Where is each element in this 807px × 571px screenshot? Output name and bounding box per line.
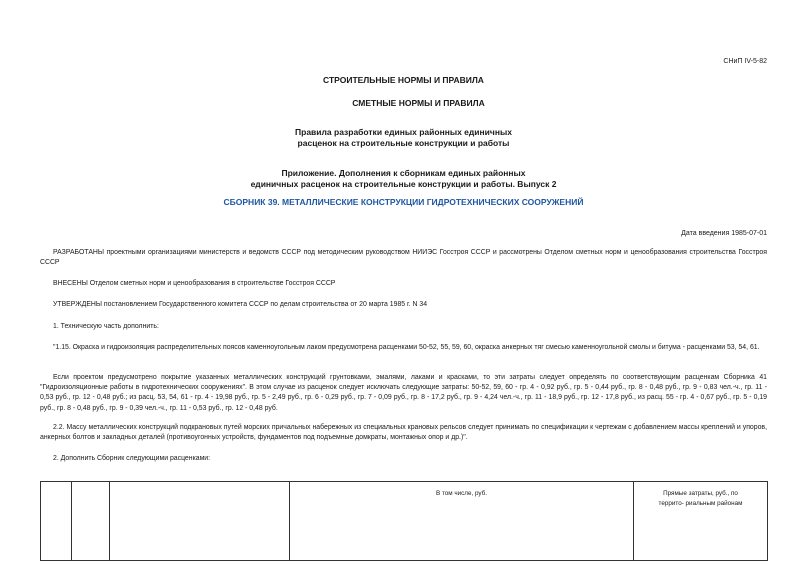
collection-title: СБОРНИК 39. МЕТАЛЛИЧЕСКИЕ КОНСТРУКЦИИ ГИДРОТЕХНИЧЕСКИХ СООРУЖЕНИЙ <box>223 197 584 207</box>
title-norms-rules: СТРОИТЕЛЬНЫЕ НОРМЫ И ПРАВИЛА <box>323 75 484 85</box>
header-direct-costs-line-2: террито- риальным районам <box>658 500 743 507</box>
effective-date: Дата введения 1985-07-01 <box>681 230 767 237</box>
paragraph-item-2: 2. Дополнить Сборник следующими расценками: <box>53 455 211 462</box>
paragraph-item-1: 1. Техническую часть дополнить: <box>53 323 159 330</box>
table-cell <box>110 482 290 561</box>
paragraph-item-2-2: 2.2. Массу металлических конструкций подкрановых путей морских причальных набережных из специальных крановых рельсов следует принимать по спецификации к чертежам с добавлением массы креплений и упоров, анкерных болтов и закладных деталей (противоугонных устройств, фундаментов под подъемные домкраты, монтажных опор и др.)". <box>40 424 767 442</box>
paragraph-coating: Если проектом предусмотрено покрытие указанных металлических конструкций грунтовками, эмалями, лаками и красками, то эти затраты следует определять по соответствующим расценкам Сборника 41 "Гидроизоляционные работы в гидротехнических сооружениях". В этом случае из расценок следует исключать следующие затраты: 50-52, 59, 60 - гр. 4 - 0,92 руб., гр. 5 - 0,44 руб., гр. 8 - 0,48 руб., гр. 9 - 0,83 чел.-ч., гр. 11 - 0,53 руб., гр. 12 - 0,48 руб.; из расц. 53, 54, 61 - гр. 4 - 19,98 руб., гр. 5 - 2,49 руб., гр. 6 - 0,29 руб., гр. 7 - 0,09 руб., гр. 8 - 17,2 руб., гр. 9 - 4,24 чел.-ч., гр. 11 - 18,9 руб., гр. 12 - 17,8 руб., из расц. 55 - гр. 4 - 0,67 руб., гр. 5 - 0,19 руб., гр. 8 - 0,48 руб., гр. 9 - 0,39 чел.-ч., гр. 11 - 0,53 руб., гр. 12 - 0,48 руб. <box>40 374 767 412</box>
appendix-line-2: единичных расценок на строительные конструкции и работы. Выпуск 2 <box>250 179 557 189</box>
header-including: В том числе, руб. <box>290 482 634 561</box>
header-direct-costs <box>634 482 768 561</box>
paragraph-item-1-15: "1.15. Окраска и гидроизоляция распределительных поясов каменноугольным лаком предусмотрена расценками 50-52, 55, 59, 60, окраска анкерных тяг смесью каменноугольной смолы и битума - расценками 53, 54, 61. <box>53 344 760 351</box>
rates-table <box>40 481 768 561</box>
title-estimate-norms: СМЕТНЫЕ НОРМЫ И ПРАВИЛА <box>352 98 485 108</box>
paragraph-introduced: ВНЕСЕНЫ Отделом сметных норм и ценообразования в строительстве Госстроя СССР <box>53 280 336 287</box>
subtitle-line-1: Правила разработки единых районных единичных <box>295 127 512 137</box>
table-header-row <box>41 482 768 561</box>
paragraph-approved: УТВЕРЖДЕНЫ постановлением Государственного комитета СССР по делам строительства от 20 марта 1985 г. N 34 <box>53 301 428 308</box>
header-direct-costs-line-1: Прямые затраты, руб., по <box>663 490 738 497</box>
table-cell <box>72 482 110 561</box>
subtitle-line-2: расценок на строительные конструкции и работы <box>297 138 510 148</box>
document-code: СНиП IV-5-82 <box>723 58 767 65</box>
paragraph-developed: РАЗРАБОТАНЫ проектными организациями министерств и ведомств СССР под методическим руководством НИИЭС Госстроя СССР и рассмотрены Отделом сметных норм и ценообразования строительства Госстроя СССР <box>40 249 767 267</box>
table-cell <box>41 482 72 561</box>
appendix-line-1: Приложение. Дополнения к сборникам единых районных <box>281 168 526 178</box>
